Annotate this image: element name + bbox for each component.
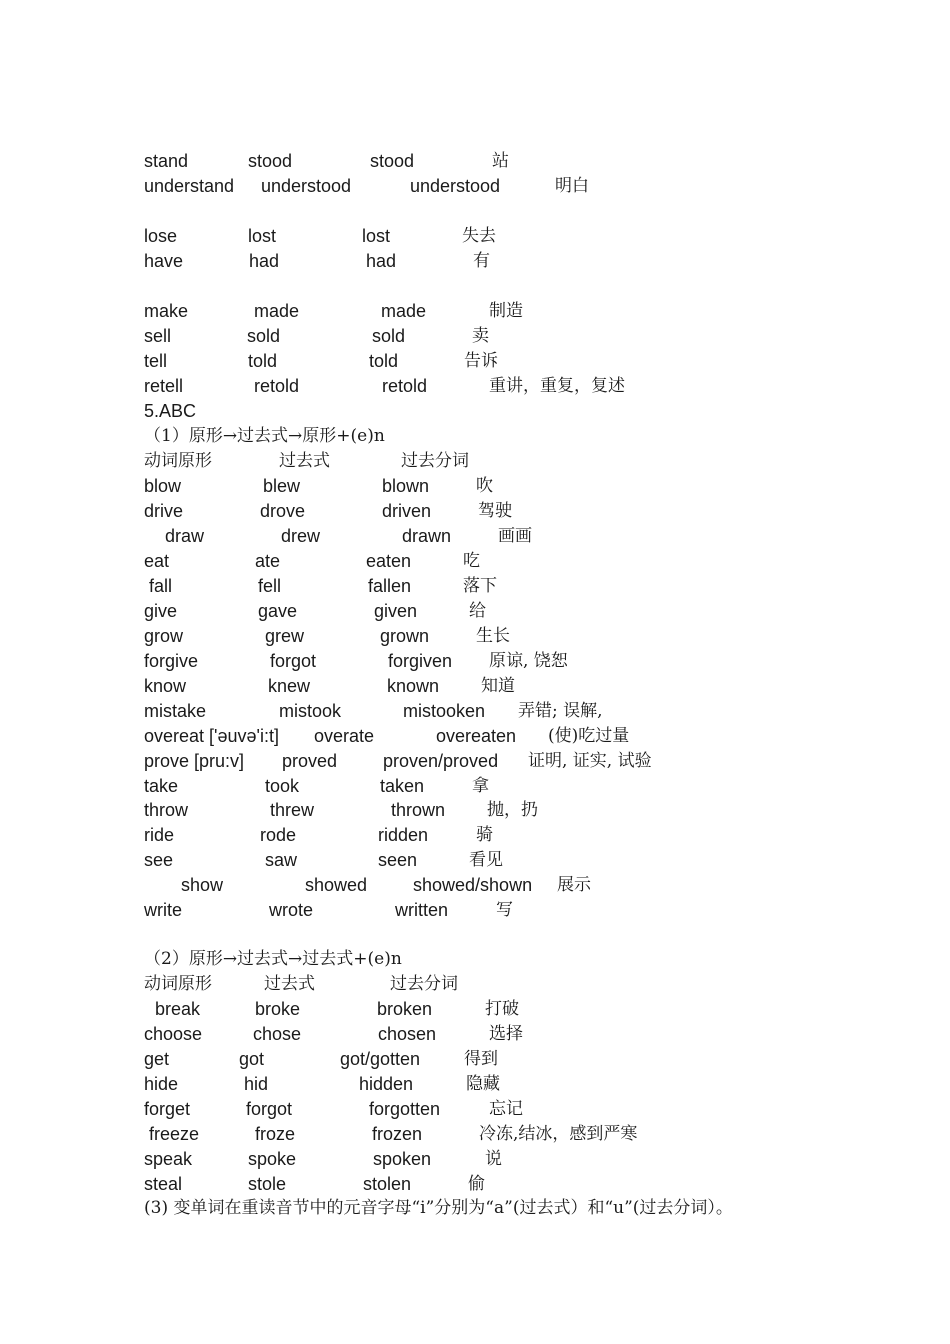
verb-past-participle: driven [382,501,432,521]
verb-past: took [265,776,300,796]
verb-row-prove [0,749,950,774]
verb-past-participle: lost [362,226,391,246]
verb-row-make [0,299,950,324]
verb-meaning: 说 [485,1149,502,1169]
verb-base: eat [144,551,170,571]
verb-row-give [0,599,950,624]
verb-past-participle: seen [378,850,418,870]
header-base: 动词原形 [144,451,212,471]
verb-meaning: 失去 [462,226,496,246]
verb-meaning: 卖 [472,326,489,346]
verb-past-participle: sold [372,326,406,346]
verb-row-hide [0,1072,950,1097]
verb-meaning: 偷 [468,1174,485,1194]
verb-base: forgive [144,651,199,671]
verb-past: wrote [269,900,314,920]
verb-base: fall [149,576,173,596]
verb-meaning: 给 [469,601,486,621]
column-header-1 [0,449,950,474]
verb-base: drive [144,501,184,521]
verb-base: grow [144,626,184,646]
verb-meaning: (使)吃过量 [548,726,630,746]
section-title-text: 5.ABC [144,401,197,421]
verb-past: ate [255,551,281,571]
verb-row-forget [0,1097,950,1122]
verb-meaning: 画画 [498,526,532,546]
header-base: 动词原形 [144,974,212,994]
verb-row-write [0,898,950,923]
verb-past-participle: overeaten [436,726,517,746]
verb-meaning: 得到 [464,1049,498,1069]
verb-base: write [144,900,183,920]
verb-base: stand [144,151,189,171]
verb-meaning: 打破 [485,999,519,1019]
verb-base: see [144,850,174,870]
verb-past-participle: chosen [378,1024,437,1044]
verb-row-ride [0,823,950,848]
verb-row-overeat [0,724,950,749]
verb-past-participle: showed/shown [413,875,533,895]
verb-past: forgot [270,651,317,671]
verb-past: knew [268,676,311,696]
verb-base: draw [165,526,205,546]
verb-past-participle: understood [410,176,501,196]
verb-past: blew [263,476,301,496]
verb-meaning: 站 [492,151,509,171]
verb-past: broke [255,999,301,1019]
verb-past-participle: forgiven [388,651,453,671]
verb-past-participle: drawn [402,526,452,546]
verb-past-participle: had [366,251,397,271]
verb-past-participle: taken [380,776,425,796]
verb-past-participle: known [387,676,440,696]
verb-meaning: 制造 [489,301,523,321]
verb-row-speak [0,1147,950,1172]
verb-past-participle: given [374,601,418,621]
verb-meaning: 拿 [472,776,489,796]
verb-past-participle: broken [377,999,433,1019]
verb-row-steal [0,1172,950,1197]
verb-past: stood [248,151,293,171]
verb-row-sell [0,324,950,349]
verb-past-participle: hidden [359,1074,414,1094]
subsection-1-text: （1）原形→过去式→原形+(e)n [144,426,385,446]
verb-base: break [155,999,201,1019]
verb-row-freeze [0,1122,950,1147]
verb-past: showed [305,875,368,895]
verb-meaning: 原谅, 饶恕 [489,651,568,671]
verb-meaning: 证明, 证实, 试验 [528,751,652,771]
verb-past: drew [281,526,321,546]
verb-past: gave [258,601,298,621]
verb-row-fall [0,574,950,599]
verb-base: take [144,776,179,796]
subsection-1-heading [0,424,950,449]
section-title [0,399,950,424]
verb-base: choose [144,1024,203,1044]
verb-row-choose [0,1022,950,1047]
verb-base: steal [144,1174,183,1194]
verb-meaning: 有 [473,251,490,271]
verb-past-participle: told [369,351,399,371]
verb-base: make [144,301,189,321]
verb-past: drove [260,501,306,521]
verb-meaning: 写 [496,900,513,920]
subsection-3-text: (3) 变单词在重读音节中的元音字母“i”分别为“a”(过去式）和“u”(过去分词）。 [144,1198,733,1218]
verb-past: spoke [248,1149,297,1169]
header-past: 过去式 [279,451,330,471]
column-header-2 [0,972,950,997]
verb-past-participle: proven/proved [383,751,499,771]
verb-meaning: 骑 [476,825,493,845]
verb-base: blow [144,476,182,496]
verb-base: know [144,676,187,696]
verb-row-have [0,249,950,274]
verb-past: retold [254,376,300,396]
verb-base: get [144,1049,170,1069]
verb-row-draw [0,524,950,549]
verb-row-take [0,774,950,799]
subsection-2-heading [0,947,950,972]
verb-past-participle: thrown [391,800,446,820]
verb-row-grow [0,624,950,649]
verb-past-participle: ridden [378,825,429,845]
verb-base: speak [144,1149,193,1169]
verb-row-know [0,674,950,699]
verb-row-show [0,873,950,898]
verb-past: forgot [246,1099,293,1119]
verb-meaning: 明白 [555,176,589,196]
verb-row-forgive [0,649,950,674]
verb-base: hide [144,1074,179,1094]
verb-base: overeat ['əuvə'i:t] [144,726,279,746]
verb-meaning: 重讲，重复，复述 [489,376,625,396]
verb-base: lose [144,226,178,246]
verb-past: made [254,301,300,321]
verb-row-get [0,1047,950,1072]
verb-past: understood [261,176,352,196]
verb-meaning: 驾驶 [478,501,512,521]
verb-meaning: 弄错; 误解, [518,701,603,721]
verb-row-tell [0,349,950,374]
verb-past-participle: stood [370,151,415,171]
verb-past-participle: spoken [373,1149,432,1169]
verb-row-break [0,997,950,1022]
verb-row-lose [0,224,950,249]
verb-meaning: 看见 [469,850,503,870]
verb-past-participle: mistooken [403,701,486,721]
verb-past: fell [258,576,282,596]
verb-base: forget [144,1099,191,1119]
verb-row-drive [0,499,950,524]
verb-past: rode [260,825,297,845]
verb-past-participle: forgotten [369,1099,441,1119]
verb-base: show [181,875,224,895]
verb-past-participle: got/gotten [340,1049,421,1069]
verb-past-participle: eaten [366,551,412,571]
verb-meaning: 吃 [463,551,480,571]
verb-meaning: 知道 [481,676,515,696]
header-past-participle: 过去分词 [401,451,469,471]
verb-base: throw [144,800,189,820]
verb-past: hid [244,1074,269,1094]
header-past: 过去式 [264,974,315,994]
verb-row-stand [0,149,950,174]
subsection-3-heading [0,1196,950,1221]
verb-past-participle: frozen [372,1124,423,1144]
verb-meaning: 忘记 [489,1099,523,1119]
verb-base: freeze [149,1124,200,1144]
verb-past: froze [255,1124,296,1144]
verb-base: prove [pru:v] [144,751,245,771]
verb-row-retell [0,374,950,399]
verb-meaning: 吹 [476,476,493,496]
verb-past: lost [248,226,277,246]
verb-past: told [248,351,278,371]
verb-row-mistake [0,699,950,724]
verb-meaning: 抛，扔 [487,800,538,820]
verb-past-participle: fallen [368,576,412,596]
verb-row-throw [0,798,950,823]
verb-base: have [144,251,184,271]
verb-meaning: 落下 [463,576,497,596]
verb-past-participle: written [395,900,449,920]
verb-meaning: 生长 [476,626,510,646]
verb-past: had [249,251,280,271]
verb-past: threw [270,800,315,820]
subsection-2-text: （2）原形→过去式→过去式+(e)n [144,949,402,969]
verb-meaning: 冷冻,结冰，感到严寒 [479,1124,638,1144]
verb-base: sell [144,326,172,346]
verb-past: chose [253,1024,302,1044]
verb-meaning: 选择 [489,1024,523,1044]
verb-past: overate [314,726,375,746]
verb-past-participle: blown [382,476,430,496]
verb-past-participle: made [381,301,427,321]
verb-past: proved [282,751,338,771]
verb-past: saw [265,850,298,870]
verb-past-participle: retold [382,376,428,396]
verb-base: understand [144,176,235,196]
verb-past: mistook [279,701,342,721]
verb-past-participle: grown [380,626,430,646]
verb-row-blow [0,474,950,499]
verb-row-understand [0,174,950,199]
verb-past: sold [247,326,281,346]
verb-base: ride [144,825,175,845]
verb-past: grew [265,626,305,646]
header-past-participle: 过去分词 [390,974,458,994]
verb-meaning: 告诉 [464,351,498,371]
verb-base: retell [144,376,184,396]
verb-past: stole [248,1174,287,1194]
verb-meaning: 展示 [557,875,591,895]
verb-row-eat [0,549,950,574]
verb-past: got [239,1049,265,1069]
verb-base: give [144,601,178,621]
verb-row-see [0,848,950,873]
verb-base: tell [144,351,168,371]
verb-base: mistake [144,701,207,721]
verb-past-participle: stolen [363,1174,412,1194]
verb-meaning: 隐藏 [466,1074,500,1094]
